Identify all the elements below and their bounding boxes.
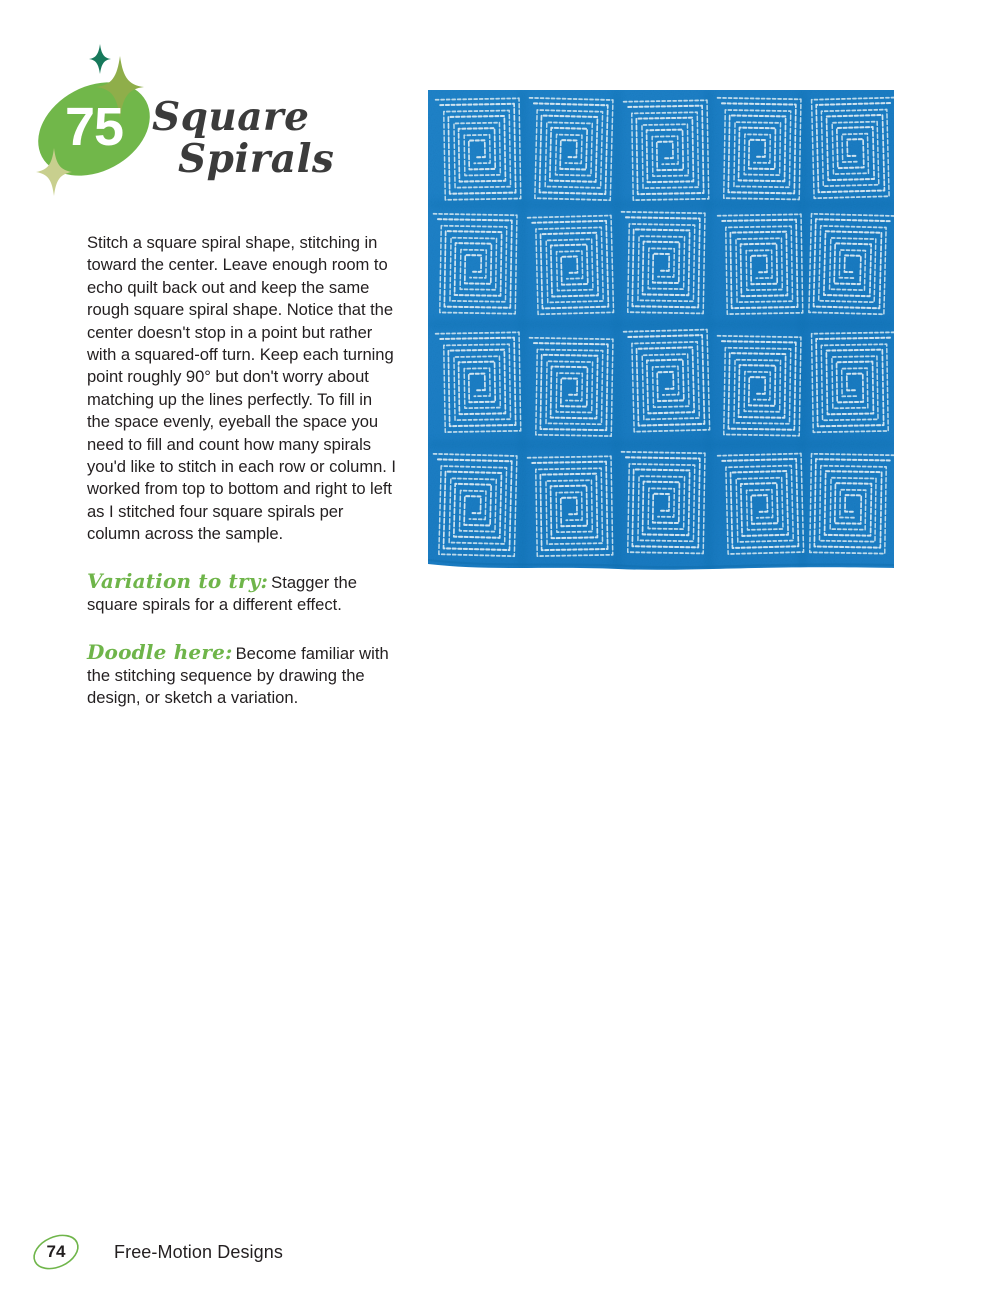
instructions-paragraph: Stitch a square spiral shape, stitching in toward the center. Leave enough room to echo quilt back out and keep the same rough square spiral shape. Notice that the center doesn't stop in a point but rather with a squared-off turn. Keep each turning point roughly 90° but don't worry about matching up the lines perfectly. To fill in the space evenly, eyeball the space you need to fill and count how many spirals you'd like to stitch in each row or column. I worked from top to bottom and right to left as I stitched four square spirals per column across the sample.: [87, 233, 396, 544]
instructions-column: [87, 232, 397, 710]
variation-callout: [87, 570, 397, 617]
quilt-sample-photo: [428, 90, 894, 572]
page-title-line-2: Spirals: [178, 136, 335, 183]
page-title: [152, 94, 412, 183]
sparkle-small-icon: [89, 44, 111, 74]
design-number-badge: [30, 42, 165, 207]
doodle-callout: [87, 641, 397, 710]
variation-label: Variation to try:: [87, 568, 269, 593]
page-footer: [28, 1228, 448, 1274]
doodle-label: Doodle here:: [87, 639, 233, 664]
variation-text: Stagger the square spirals for a different effect.: [87, 572, 357, 615]
footer-page-number: 74: [46, 1242, 66, 1261]
quilt-sample-illustration: [428, 90, 894, 572]
page-title-line-1: Square: [152, 94, 310, 140]
doodle-text: Become familiar with the stitching sequence by drawing the design, or sketch a variation.: [87, 643, 389, 708]
design-number: 75: [64, 97, 124, 157]
footer-section-name: Free-Motion Designs: [114, 1242, 283, 1262]
